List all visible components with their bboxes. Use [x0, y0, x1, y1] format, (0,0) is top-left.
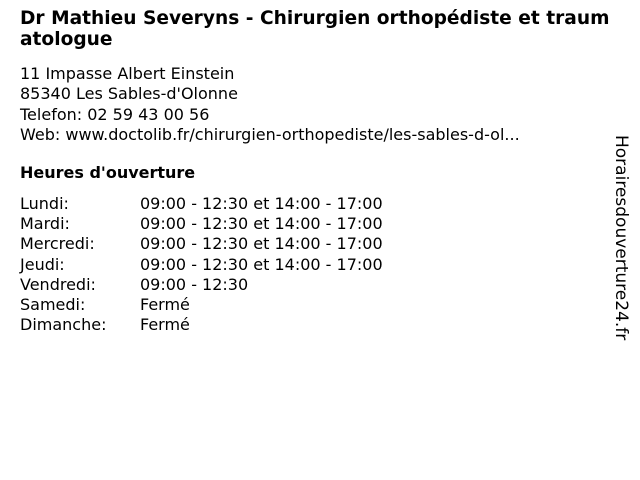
day-label: Lundi: [20, 194, 69, 213]
day-label: Dimanche: [20, 315, 107, 335]
time-value: Fermé [140, 294, 190, 314]
opening-hours-table [20, 194, 580, 335]
hours-heading: Heures d'ouverture [20, 163, 196, 182]
day-label: Mercredi: [20, 234, 95, 254]
time-value: 09:00 - 12:30 et 14:00 - 17:00 [140, 234, 383, 254]
time-value: Fermé [140, 315, 190, 335]
hours-row-friday [20, 275, 580, 295]
phone-number: Telefon: 02 59 43 00 56 [20, 104, 210, 124]
day-label: Samedi: [20, 294, 86, 314]
time-value: 09:00 - 12:30 et 14:00 - 17:00 [140, 194, 383, 213]
hours-row-wednesday [20, 234, 580, 254]
contact-block [20, 64, 610, 146]
day-label: Mardi: [20, 214, 70, 234]
site-watermark: Horairesdouverture24.fr [611, 135, 631, 341]
website-link: Web: www.doctolib.fr/chirurgien-orthopediste/les-sables-d-ol... [20, 125, 520, 145]
street-address: 11 Impasse Albert Einstein [20, 64, 235, 83]
day-label: Vendredi: [20, 274, 96, 294]
city-address: 85340 Les Sables-d'Olonne [20, 84, 238, 104]
hours-row-monday [20, 194, 580, 214]
time-value: 09:00 - 12:30 et 14:00 - 17:00 [140, 214, 383, 234]
hours-row-tuesday [20, 214, 580, 234]
hours-row-saturday [20, 295, 580, 315]
page-title: Dr Mathieu Severyns - Chirurgien orthopédiste et traumatologue [20, 8, 610, 50]
day-label: Jeudi: [20, 254, 65, 274]
time-value: 09:00 - 12:30 [140, 274, 249, 294]
hours-row-thursday [20, 255, 580, 275]
time-value: 09:00 - 12:30 et 14:00 - 17:00 [140, 254, 383, 274]
hours-row-sunday [20, 315, 580, 335]
